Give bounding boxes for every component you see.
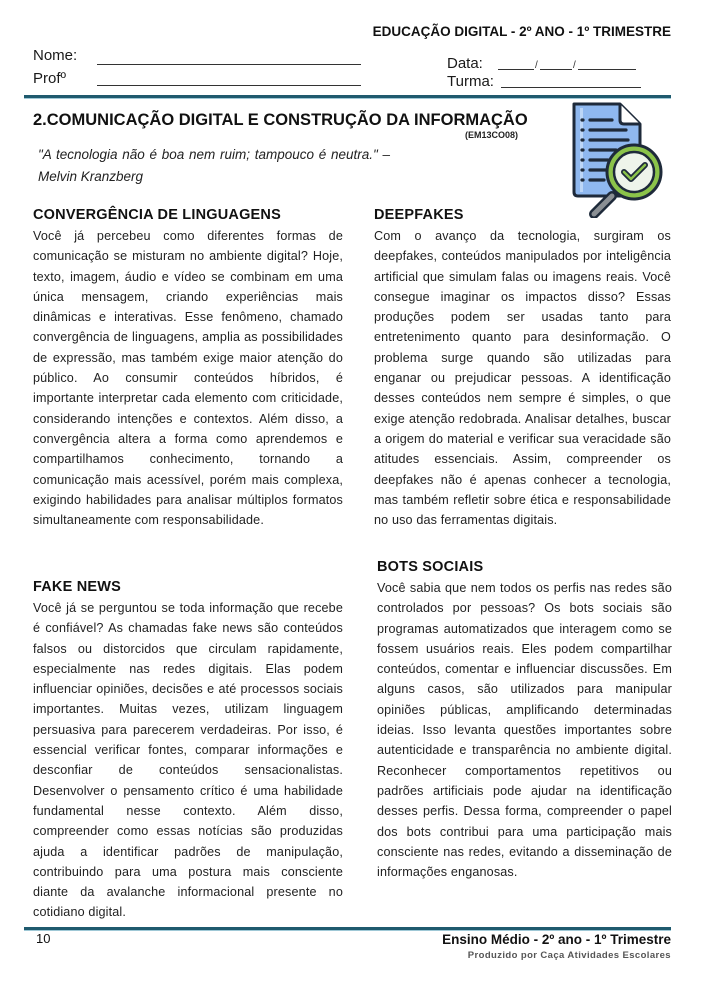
teacher-field[interactable] xyxy=(97,85,361,86)
article-heading: BOTS SOCIAIS xyxy=(377,559,484,575)
worksheet-subject-title: EDUCAÇÃO DIGITAL - 2º ANO - 1º TRIMESTRE xyxy=(372,24,671,39)
name-field[interactable] xyxy=(97,64,361,65)
article-convergence xyxy=(33,205,343,530)
section-title: 2.COMUNICAÇÃO DIGITAL E CONSTRUÇÃO DA INFORMAÇÃO xyxy=(33,111,528,129)
article-body: Você sabia que nem todos os perfis nas redes são controlados por pessoas? Os bots sociais são programas automatizados que interagem como se fossem usuários reais. Eles podem compartilhar conteúdos, comentar e influenciar discussões. Em alguns casos, são utilizados para manipular opiniões públicas, amplificando determinadas ideias. Isso levanta questões importantes sobre autenticidade e transparência no ambiente digital. Reconhecer comportamentos repetitivos ou padrões artificiais pode ajudar na identificação desses perfis. Dessa forma, compreender o papel dos bots contribui para uma participação mais consciente nas redes, evitando a disseminação de informações enganosas. xyxy=(377,581,672,880)
date-year-field[interactable] xyxy=(578,69,636,70)
footer-credit: Produzido por Caça Atividades Escolares xyxy=(467,950,671,961)
document-magnifier-check-icon xyxy=(568,100,668,218)
article-heading: CONVERGÊNCIA DE LINGUAGENS xyxy=(33,207,281,223)
date-month-field[interactable] xyxy=(540,69,572,70)
class-label: Turma: xyxy=(447,73,494,90)
page-number: 10 xyxy=(36,931,51,946)
footer-title: Ensino Médio - 2º ano - 1º Trimestre xyxy=(442,932,671,947)
name-label: Nome: xyxy=(33,47,78,64)
skill-code: (EM13CO08) xyxy=(465,130,519,140)
article-fake-news xyxy=(33,577,343,923)
teacher-label: Profº xyxy=(33,70,66,87)
article-body: Você já se perguntou se toda informação que recebe é confiável? As chamadas fake news são conteúdos falsos ou distorcidos que circulam rapidamente, especialmente nas redes digitais. Elas podem influenciar opiniões, decisões e até processos sociais importantes. Muitas vezes, utilizam linguagem persuasiva para parecerem verdadeiras. Por isso, é essencial verificar fontes, comparar informações e desconfiar de conteúdos sensacionalistas. Desenvolver o pensamento crítico é uma habilidade fundamental nesse contexto. Além disso, compreender como essas notícias são produzidas ajuda a identificar padrões de manipulação, contribuindo para uma postura mais consciente diante da avalanche informacional presente no cotidiano digital. xyxy=(33,601,343,920)
date-label: Data: xyxy=(447,55,483,72)
footer-divider xyxy=(24,927,671,930)
date-separator: / xyxy=(535,60,538,71)
article-heading: FAKE NEWS xyxy=(33,579,121,595)
article-social-bots xyxy=(377,557,674,882)
article-body: Você já percebeu como diferentes formas de comunicação se misturam no ambiente digital? Hoje, texto, imagem, áudio e vídeo se combinam em uma única mensagem, criando experiências mais dinâmicas e interativas. Esse fenômeno, chamado convergência de linguagens, amplia as possibilidades de expressão, mas também exige maior atenção do público. Ao consumir conteúdos híbridos, é importante interpretar cada elemento com criticidade, considerando intenções e contextos. Além disso, a convergência altera a forma como aprendemos e compartilhamos conhecimento, tornando a comunicação mais acessível, porém mais complexa, exigindo habilidades para analisar múltiplos formatos simultaneamente com responsabilidade. xyxy=(33,229,343,528)
epigraph-quote: "A tecnologia não é boa nem ruim; tampouco é neutra." – Melvin Kranzberg xyxy=(38,147,390,184)
article-deepfakes xyxy=(374,205,671,530)
date-separator: / xyxy=(573,60,576,71)
date-day-field[interactable] xyxy=(498,69,534,70)
header-divider xyxy=(24,95,671,98)
article-body: Com o avanço da tecnologia, surgiram os deepfakes, conteúdos manipulados por inteligência artificial que simulam falas ou imagens reais. Você consegue imaginar os impactos disso? Essas produções podem ser usadas tanto para entretenimento quanto para desinformação. O problema surge quando são utilizadas para enganar ou prejudicar pessoas. A identificação desses conteúdos nem sempre é simples, o que exige atenção redobrada. Analisar detalhes, buscar a origem do material e verificar sua veracidade são atitudes essenciais. Assim, compreender os deepfakes não é apenas conhecer a tecnologia, mas também refletir sobre ética e responsabilidade no uso das ferramentas digitais. xyxy=(374,229,671,528)
article-heading: DEEPFAKES xyxy=(374,207,464,223)
class-field[interactable] xyxy=(501,87,641,88)
